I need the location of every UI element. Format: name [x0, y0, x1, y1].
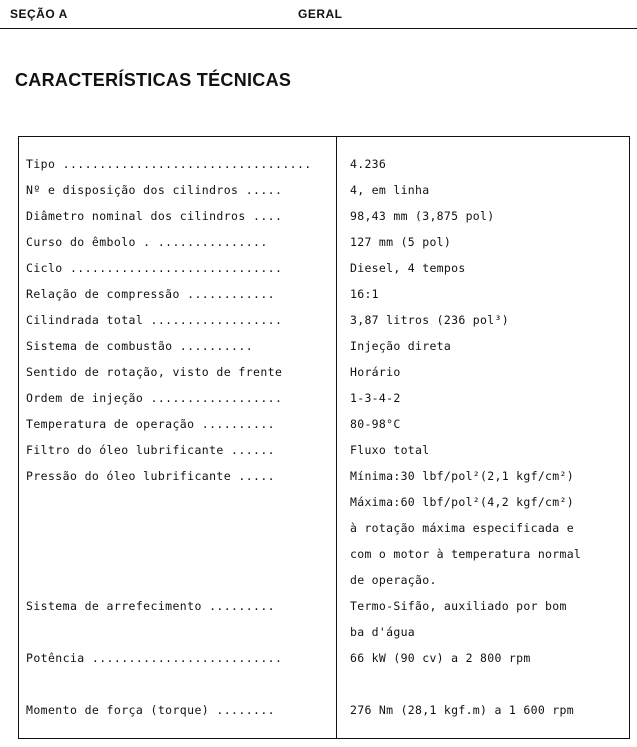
spec-value: 276 Nm (28,1 kgf.m) a 1 600 rpm [350, 703, 574, 717]
spec-value: 66 kW (90 cv) a 2 800 rpm [350, 651, 531, 665]
spec-value: 127 mm (5 pol) [350, 235, 452, 249]
specs-table [18, 136, 630, 739]
spec-value: 3,87 litros (236 pol³) [350, 313, 509, 327]
spec-value: Horário [350, 365, 401, 379]
page-title: CARACTERÍSTICAS TÉCNICAS [15, 70, 292, 90]
header-title: GERAL [298, 7, 343, 21]
spec-value: Diesel, 4 tempos [350, 261, 466, 275]
column-divider [336, 137, 337, 738]
spec-label: Diâmetro nominal dos cilindros .... [26, 209, 283, 223]
spec-label: Ordem de injeção .................. [26, 391, 283, 405]
spec-value: ba d'água [350, 625, 416, 639]
spec-value: 98,43 mm (3,875 pol) [350, 209, 495, 223]
spec-label: Filtro do óleo lubrificante ...... [26, 443, 276, 457]
spec-value: Mínima:30 lbf/pol²(2,1 kgf/cm²) [350, 469, 574, 483]
spec-value: à rotação máxima especificada e [350, 521, 574, 535]
spec-value: Fluxo total [350, 443, 430, 457]
spec-value: com o motor à temperatura normal [350, 547, 582, 561]
spec-label: Temperatura de operação .......... [26, 417, 276, 431]
spec-label: Tipo .................................. [26, 157, 312, 171]
spec-label: Cilindrada total .................. [26, 313, 283, 327]
spec-label: Sentido de rotação, visto de frente [26, 365, 283, 379]
header-rule [0, 28, 637, 29]
spec-value: Termo-Sifão, auxiliado por bom [350, 599, 567, 613]
spec-label: Potência .......................... [26, 651, 283, 665]
spec-label: Nº e disposição dos cilindros ..... [26, 183, 283, 197]
spec-label: Ciclo ............................. [26, 261, 283, 275]
spec-value: de operação. [350, 573, 437, 587]
spec-value: 4.236 [350, 157, 387, 171]
spec-value: Injeção direta [350, 339, 452, 353]
spec-label: Sistema de combustão .......... [26, 339, 254, 353]
spec-label: Sistema de arrefecimento ......... [26, 599, 276, 613]
spec-label: Relação de compressão ............ [26, 287, 276, 301]
spec-value: 16:1 [350, 287, 379, 301]
spec-value: 1-3-4-2 [350, 391, 401, 405]
spec-label: Momento de força (torque) ........ [26, 703, 276, 717]
spec-value: 80-98°C [350, 417, 401, 431]
spec-value: 4, em linha [350, 183, 430, 197]
spec-label: Curso do êmbolo . ............... [26, 235, 268, 249]
section-label: SEÇÃO A [10, 7, 68, 21]
spec-value: Máxima:60 lbf/pol²(4,2 kgf/cm²) [350, 495, 574, 509]
spec-label: Pressão do óleo lubrificante ..... [26, 469, 276, 483]
